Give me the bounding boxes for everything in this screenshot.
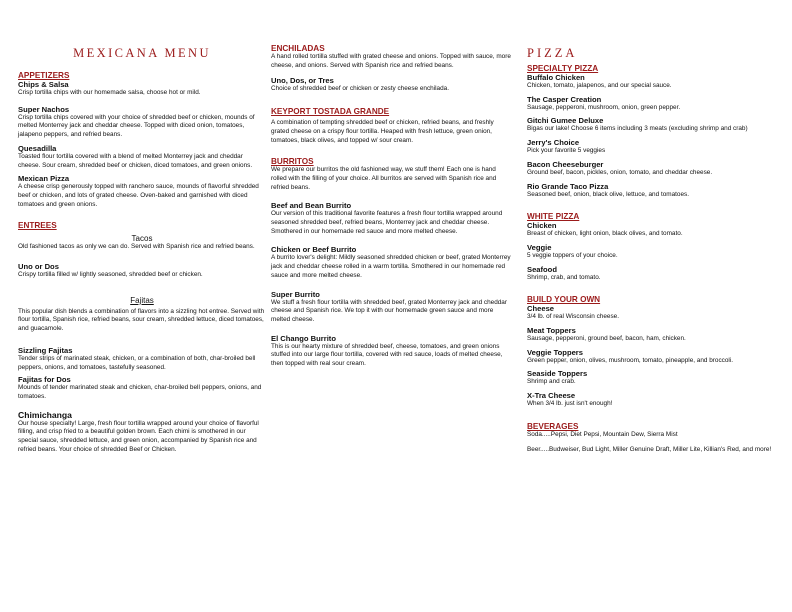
item-name: Bacon Cheeseburger — [527, 159, 604, 169]
item-description: Crispy tortilla filled w/ lightly seasoned, shredded beef or chicken. — [18, 271, 203, 279]
appetizers-heading: APPETIZERS — [18, 71, 70, 80]
item-name: Meat Toppers — [527, 326, 576, 336]
item-description: Shrimp and crab. — [527, 378, 576, 386]
menu-column-middle — [271, 44, 511, 369]
item-name: Gitchi Gumee Deluxe — [527, 116, 604, 126]
item-name: Sizzling Fajitas — [18, 345, 73, 355]
tacos-heading: Tacos — [131, 234, 153, 244]
item-description: Breast of chicken, light onion, black olives, and tomato. — [527, 230, 683, 238]
burritos-description: We prepare our burritos the old fashioned way, we stuff them! Each one is hand rolled with the filling of your choice. All burritos are served with Spanish rice and refried beans. — [271, 166, 497, 191]
item-name: Uno or Dos — [18, 262, 59, 272]
item-name: X-Tra Cheese — [527, 391, 576, 401]
item-name: Super Nachos — [18, 104, 70, 114]
item-description: Seasoned beef, onion, black olive, lettuce, and tomatoes. — [527, 190, 690, 198]
item-name: Uno, Dos, or Tres — [271, 76, 334, 86]
menu-title: MEXICANA MENU — [73, 46, 211, 60]
burritos-heading: BURRITOS — [271, 157, 314, 167]
item-name: Rio Grande Taco Pizza — [527, 181, 609, 191]
fajitas-heading: Fajitas — [130, 295, 154, 305]
tacos-description: Old fashioned tacos as only we can do. Served with Spanish rice and refried beans. — [18, 243, 255, 251]
keyport-heading: KEYPORT TOSTADA GRANDE — [271, 107, 390, 117]
item-description: Crisp tortilla chips with our homemade salsa, choose hot or mild. — [18, 89, 201, 96]
item-description: Our version of this traditional favorite features a fresh flour tortilla wrapped around seasoned shredded beef, refried beans, Monterrey jack and cheddar cheese. Smothered in our homemade red sauce and more melted cheese. — [271, 210, 503, 235]
item-name: Buffalo Chicken — [527, 73, 585, 82]
item-description: Chicken, tomato, jalapenos, and our special sauce. — [527, 82, 672, 89]
item-name: El Chango Burrito — [271, 333, 336, 343]
white-pizza-heading: WHITE PIZZA — [527, 212, 580, 222]
item-description: 3/4 lb. of real Wisconsin cheese. — [527, 313, 619, 321]
item-name: Mexican Pizza — [18, 174, 70, 184]
item-description: Green pepper, onion, olives, mushroom, tomato, pineapple, and broccoli. — [527, 356, 734, 364]
menu-column-left — [18, 44, 266, 454]
fajitas-description: This popular dish blends a combination of flavors into a sizzling hot entree. Served with flour tortilla, Spanish rice, refried beans, sour cream, shredded lettuce, diced tomatoes, and guacamole. — [18, 307, 265, 333]
specialty-pizza-heading: SPECIALTY PIZZA — [527, 64, 599, 73]
pizza-title: PIZZA — [527, 46, 578, 60]
item-name: Veggie Toppers — [527, 347, 583, 357]
item-description: When 3/4 lb. just isn't enough! — [527, 400, 613, 408]
item-name: Jerry's Choice — [527, 138, 580, 148]
item-name: Cheese — [527, 304, 555, 314]
item-description: Toasted flour tortilla covered with a blend of melted Monterrey jack and cheddar cheese. Sour cream, shredded beef or chicken, diced tomatoes, and green onions. — [18, 152, 253, 169]
item-description: Ground beef, bacon, pickles, onion, tomato, and cheddar cheese. — [527, 168, 713, 176]
item-description: Pick your favorite 5 veggies — [527, 147, 606, 155]
item-description: A cheese crisp generously topped with ranchero sauce, mounds of flavorful shredded beef or chicken, and lots of grated cheese. Oven-baked and garnished with diced tomatoes and green onions. — [18, 183, 259, 208]
item-description: Bigas our lake! Choose 6 items including 3 meats (excluding shrimp and crab) — [527, 125, 748, 133]
item-description: Choice of shredded beef or chicken or zesty cheese enchilada. — [271, 85, 449, 93]
item-name: Veggie — [527, 242, 552, 252]
item-description: Crisp tortilla chips covered with your choice of shredded beef or chicken, mounds of melted Monterrey jack and cheddar cheese. Topped with diced onion, tomatoes, jalapeno peppers, and refried beans. — [18, 113, 255, 139]
item-name: Super Burrito — [271, 289, 320, 299]
item-name: The Casper Creation — [527, 94, 602, 104]
soda-list: Soda.....Pepsi, Diet Pepsi, Mountain Dew, Sierra Mist — [527, 430, 678, 438]
item-description: We stuff a fresh flour tortilla with shredded beef, grated Monterrey jack and cheddar cheese and Spanish rice. We top it with our homemade green sauce and more melted cheese. — [271, 298, 507, 323]
item-name: Quesadilla — [18, 143, 57, 153]
enchiladas-description: A hand rolled tortilla stuffed with grated cheese and onions. Topped with sauce, more cheese, and onions. Served with Spanish rice and refried beans. — [271, 53, 511, 69]
item-description: Mounds of tender marinated steak and chicken, char-broiled bell peppers, onions, and tomatoes. — [18, 384, 262, 400]
item-name: Chimichanga — [18, 409, 72, 420]
keyport-description: A combination of tempting shredded beef or chicken, refried beans, and freshly grated cheese on a crispy flour tortilla. Heaped with fresh lettuce, green onion, tomatoes, black olives, and topped w/ sour cream. — [271, 119, 494, 144]
menu-column-right — [527, 44, 777, 454]
item-description: Sausage, pepperoni, ground beef, bacon, ham, chicken. — [527, 335, 686, 343]
entrees-heading: ENTREES — [18, 221, 57, 231]
item-name: Seaside Toppers — [527, 369, 588, 379]
item-description: A burrito lover's delight: Mildly seasoned shredded chicken or beef, grated Monterrey jack and cheddar cheese rolled in a warm tortilla. Smothered in our homemade red sauce and more melted cheese. — [271, 254, 511, 279]
beverages-heading: BEVERAGES — [527, 421, 579, 431]
item-name: Chicken or Beef Burrito — [271, 245, 357, 255]
item-description: Shrimp, crab, and tomato. — [527, 273, 601, 281]
enchiladas-heading: ENCHILADAS — [271, 44, 325, 53]
item-description: Sausage, pepperoni, mushroom, onion, green pepper. — [527, 103, 681, 111]
item-description: Tender strips of marinated steak, chicken, or a combination of both, char-broiled bell peppers, onions, and tomatoes, tastefully seasoned. — [18, 354, 256, 371]
item-description: This is our hearty mixture of shredded beef, cheese, tomatoes, and green onions stuffed into our large flour tortilla, covered with red sauce, loads of melted cheese, then topped with real sour cream. — [271, 342, 503, 368]
item-description: 5 veggie toppers of your choice. — [527, 251, 618, 259]
item-name: Beef and Bean Burrito — [271, 201, 352, 211]
item-name: Fajitas for Dos — [18, 375, 71, 385]
item-name: Chips & Salsa — [18, 80, 69, 89]
build-your-own-heading: BUILD YOUR OWN — [527, 295, 601, 305]
item-description: Our house specialty! Large, fresh flour tortilla wrapped around your choice of flavorful filling, and crisp fried to a beautiful golden brown. Each chimi is smothered in our special sauce, shredded lettuce, and green onion, accompanied by Spanish rice and refried beans. Your choice of shredded Beef or Chicken. — [18, 419, 259, 453]
beer-list: Beer.....Budweiser, Bud Light, Miller Genuine Draft, Miller Lite, Killian's Red, and more! — [527, 445, 772, 453]
item-name: Seafood — [527, 264, 557, 274]
item-name: Chicken — [527, 221, 557, 231]
